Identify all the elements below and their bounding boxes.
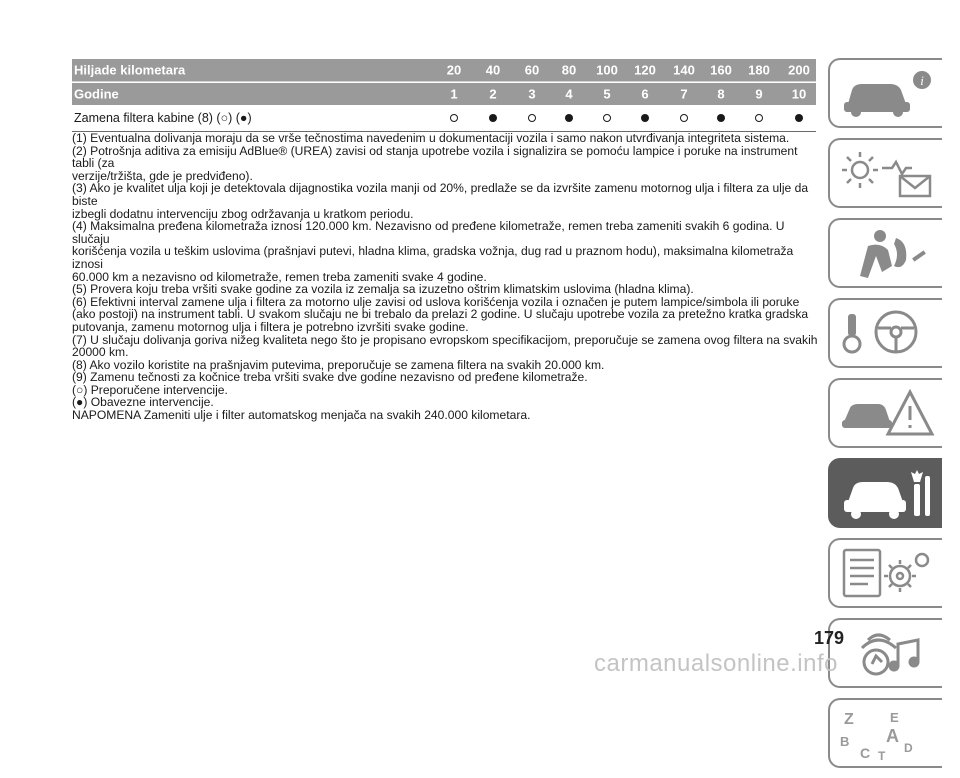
km-value: 100 — [596, 62, 618, 78]
note-line: izbegli dodatnu intervenciju zbog održavanja u kratkom periodu. — [72, 206, 414, 221]
index-letter: Z — [844, 711, 854, 728]
chapter-tab-dashboard[interactable] — [828, 138, 942, 208]
km-value: 200 — [788, 62, 810, 78]
steering-key-icon — [838, 306, 938, 362]
note-line: (6) Efektivni interval zamene ulja i filtera za motorno ulje zavisi od uslova korišćenja vozila i označen je putem lampice/simbola ili poruke — [72, 294, 800, 309]
page-number: 179 — [814, 628, 845, 648]
interval-mark — [717, 114, 725, 122]
interval-mark — [641, 114, 649, 122]
km-value: 120 — [634, 62, 656, 78]
year-value: 3 — [528, 86, 536, 102]
interval-mark — [565, 114, 573, 122]
year-value: 1 — [450, 86, 458, 102]
note-line: (7) U slučaju dolivanja goriva nižeg kvaliteta nego što je propisano evropskom specifikacijom, preporučuje se zamena ovog filtera na svakih — [72, 332, 818, 347]
chapter-tab-safety[interactable] — [828, 218, 942, 288]
interval-mark — [603, 114, 611, 122]
note-line: (5) Provera koju treba vršiti svake godine za vozila iz zemalja sa izuzetno oštrim klimatskim uslovima (hladna klima). — [72, 282, 694, 297]
table-row — [72, 105, 816, 132]
note-line: (9) Zamenu tečnosti za kočnice treba vršiti svake dve godine nezavisno od pređene kilometraže. — [72, 370, 588, 385]
chapter-tab-starting[interactable] — [828, 298, 942, 368]
note-line: verzije/tržišta, gde je predviđeno). — [72, 168, 253, 183]
note-line: (2) Potrošnja aditiva za emisiju AdBlue® (UREA) zavisi od stanja upotrebe vozila i signalizira se pomoću lampice i poruke na instrument tabli (za — [72, 143, 798, 171]
index-letters-icon — [838, 706, 938, 762]
year-value: 10 — [791, 86, 807, 102]
note-line: (3) Ako je kvalitet ulja koji je detektovala dijagnostika vozila manji od 20%, predlaže se da izvršite zamenu motornog ulja i filtera za ulje da biste — [72, 181, 809, 208]
svg-text:i: i — [920, 73, 924, 88]
km-value: 140 — [673, 62, 695, 78]
note-line: korišćenja vozila u teškim uslovima (prašnjavi putevi, hladna klima, gradska vožnja, dug rad u praznom hodu), maksimalna kilometraža iznosi — [72, 244, 794, 271]
year-value: 7 — [680, 86, 688, 102]
note-line: 60.000 km a nezavisno od kilometraže, remen treba zameniti svake 4 godine. — [72, 269, 487, 284]
note-line: (●) Obavezne intervencije. — [72, 395, 214, 410]
year-value: 4 — [565, 86, 573, 102]
task-label: Zamena filtera kabine (8) (○) (●) — [74, 111, 252, 125]
index-letter: B — [840, 734, 850, 749]
interval-mark — [450, 114, 458, 122]
chapter-sidebar — [828, 58, 942, 778]
km-header-row — [72, 59, 816, 82]
note-line: putovanja, zamenu motornog ulja i filtera je potrebno izvršiti svake godine. — [72, 319, 469, 334]
watermark: carmanualsonline.info — [594, 650, 838, 677]
year-value: 6 — [641, 86, 649, 102]
year-value: 9 — [755, 86, 763, 102]
year-value: 2 — [489, 86, 497, 102]
note-line: NAPOMENA Zameniti ulje i filter automatskog menjača na svakih 240.000 kilometara. — [72, 408, 531, 423]
chapter-tab-multimedia[interactable] — [828, 618, 942, 688]
years-header-row — [72, 83, 816, 105]
car-info-icon — [838, 66, 938, 122]
note-line: (8) Ako vozilo koristite na prašnjavim putevima, preporučuje se zamena filtera na svakih 20.000 km. — [72, 357, 605, 372]
km-value: 40 — [485, 62, 501, 78]
note-line: (ako postoji) na instrument tabli. U svakom slučaju ne bi trebalo da prelazi 2 godine. U slučaju upotrebe vozila za pretežno kratka gradska — [72, 307, 809, 322]
interval-mark — [795, 114, 803, 122]
airbag-safety-icon — [838, 226, 938, 282]
footnotes — [72, 132, 818, 422]
specs-gear-icon — [838, 546, 938, 602]
years-header-label: Godine — [74, 86, 119, 102]
km-header-label: Hiljade kilometara — [74, 62, 186, 78]
interval-mark — [755, 114, 763, 122]
note-line: (1) Eventualna dolivanja moraju da se vrše tečnostima navedenim u dokumentaciji vozila i samo nakon utvrđivanja integriteta sistema. — [72, 131, 790, 145]
maintenance-table — [72, 59, 816, 132]
note-line: (○) Preporučene intervencije. — [72, 382, 228, 397]
km-value: 80 — [561, 62, 577, 78]
index-letter: C — [860, 745, 871, 761]
km-value: 60 — [524, 62, 540, 78]
index-letter: E — [890, 710, 899, 725]
km-value: 160 — [710, 62, 732, 78]
year-value: 5 — [603, 86, 611, 102]
index-letter: T — [878, 749, 886, 762]
note-line: 20000 km. — [72, 345, 129, 360]
multimedia-icon — [838, 626, 938, 682]
chapter-tab-car-info[interactable] — [828, 58, 942, 128]
km-value: 20 — [446, 62, 462, 78]
note-line: (4) Maksimalna pređena kilometraža iznosi 120.000 km. Nezavisno od pređene kilometraže, remen treba zameniti svakih 6 godina. U slučaju — [72, 219, 785, 246]
chapter-tab-index[interactable] — [828, 698, 942, 768]
index-letter: D — [904, 741, 913, 755]
chapter-tab-specifications[interactable] — [828, 538, 942, 608]
km-value: 180 — [748, 62, 770, 78]
interval-mark — [528, 114, 536, 122]
interval-mark — [680, 114, 688, 122]
chapter-tab-maintenance[interactable] — [828, 458, 942, 528]
dashboard-lights-icon — [838, 146, 938, 202]
chapter-tab-emergency[interactable] — [828, 378, 942, 448]
warning-triangle-icon — [838, 386, 938, 442]
year-value: 8 — [717, 86, 725, 102]
car-wrench-icon — [838, 466, 938, 522]
index-letter: A — [886, 726, 899, 746]
interval-mark — [489, 114, 497, 122]
